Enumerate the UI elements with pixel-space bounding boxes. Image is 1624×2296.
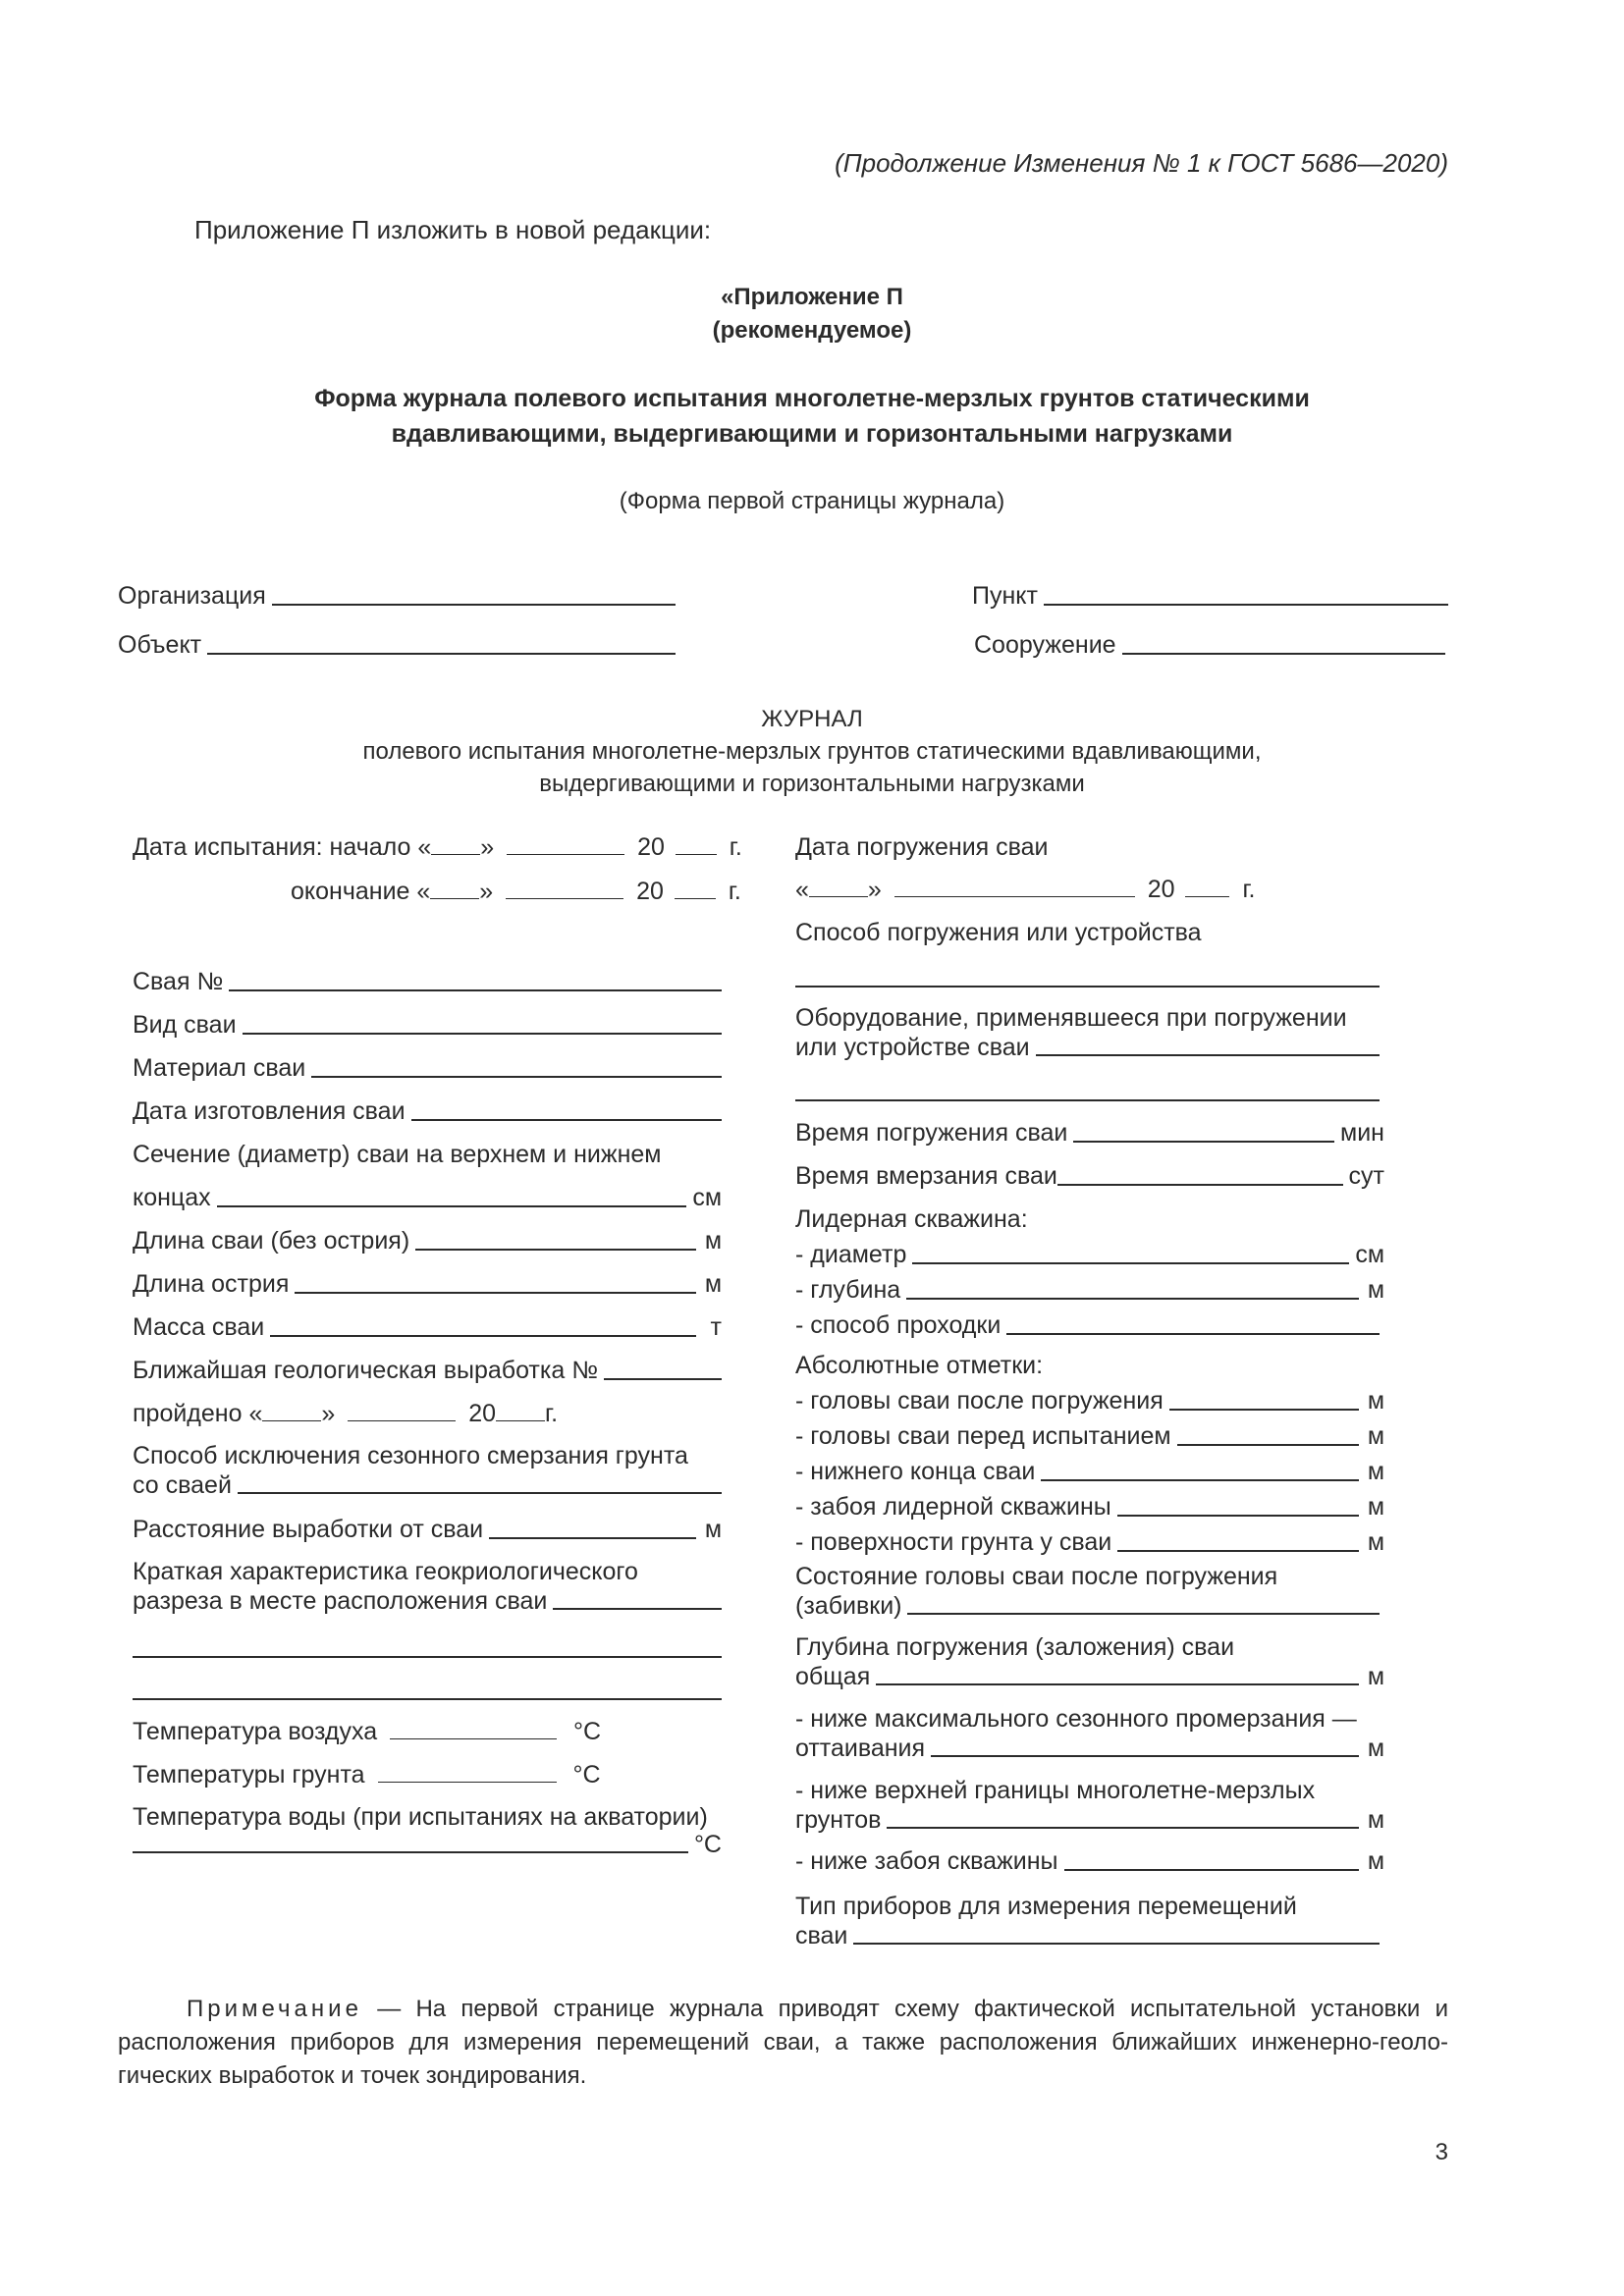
organization-label: Организация xyxy=(118,582,266,610)
below-seasonal-label-line2: оттаивания xyxy=(795,1735,926,1762)
drilling-method-label: - способ проходки xyxy=(795,1311,1001,1339)
equip-extra-line[interactable] xyxy=(795,1099,1380,1101)
passed-year-suffix: г. xyxy=(545,1400,559,1427)
unit-days: сут xyxy=(1348,1162,1384,1190)
organization-line[interactable] xyxy=(272,582,676,606)
year-prefix: 20 xyxy=(637,833,665,861)
leader-hole-label: Лидерная скважина: xyxy=(795,1205,1028,1233)
unit-cm: см xyxy=(1355,1241,1384,1268)
depth-line[interactable] xyxy=(906,1276,1359,1300)
below-hole-field xyxy=(795,1846,1384,1877)
section-line[interactable] xyxy=(217,1184,687,1207)
head-before-label: - головы сваи перед испытанием xyxy=(795,1422,1171,1450)
head-before-field xyxy=(795,1421,1384,1452)
distance-field xyxy=(133,1515,722,1545)
object-field xyxy=(118,630,676,661)
nearest-boring-label: Ближайшая геологическая выработка № xyxy=(133,1357,599,1384)
pile-mass-field xyxy=(133,1312,722,1343)
nearest-boring-field xyxy=(133,1356,722,1386)
year-suffix: г. xyxy=(1242,876,1256,903)
geocryo-extra-line-2[interactable] xyxy=(133,1698,722,1700)
soil-temp-field xyxy=(133,1760,601,1790)
form-page-note: (Форма первой страницы журнала) xyxy=(619,488,1005,514)
equip-label-line2: или устройстве сваи xyxy=(795,1034,1030,1061)
air-temp-field xyxy=(133,1717,601,1747)
year-prefix: 20 xyxy=(1147,876,1175,903)
year-suffix: г. xyxy=(729,833,742,861)
freeze-time-line[interactable] xyxy=(1057,1162,1343,1186)
appendix-subtitle: (рекомендуемое) xyxy=(712,317,912,344)
passed-year-line[interactable] xyxy=(496,1399,545,1421)
unit-m: м xyxy=(1367,1847,1384,1875)
freeze-time-label: Время вмерзания сваи xyxy=(795,1162,1057,1190)
year-prefix: 20 xyxy=(636,878,664,905)
pile-no-line[interactable] xyxy=(229,968,722,991)
nearest-boring-line[interactable] xyxy=(604,1357,722,1380)
structure-field xyxy=(974,630,1445,661)
unit-celsius: °С xyxy=(693,1831,722,1858)
below-perma-field xyxy=(795,1805,1384,1835)
head-state-line[interactable] xyxy=(907,1591,1380,1615)
unit-cm: см xyxy=(692,1184,722,1211)
length-no-tip-line[interactable] xyxy=(415,1227,696,1251)
unit-celsius: °С xyxy=(572,1761,601,1789)
equip-line[interactable] xyxy=(1036,1033,1380,1056)
immersion-day-line[interactable] xyxy=(809,875,868,897)
below-hole-line[interactable] xyxy=(1064,1847,1360,1871)
total-depth-label-line2: общая xyxy=(795,1663,871,1690)
unit-m: м xyxy=(1367,1458,1384,1485)
form-title-line1: Форма журнала полевого испытания многолетне-мерзлых грунтов статическими xyxy=(314,385,1310,412)
head-state-label-line2: (забивки) xyxy=(795,1592,902,1620)
tip-length-label: Длина острия xyxy=(133,1270,290,1298)
quote-close: » xyxy=(867,876,882,903)
test-date-start xyxy=(133,832,742,863)
point-line[interactable] xyxy=(1044,582,1448,606)
test-date-end-label: окончание « xyxy=(291,878,431,905)
immersion-time-field xyxy=(795,1118,1384,1148)
test-date-end xyxy=(291,877,741,907)
diameter-field xyxy=(795,1240,1384,1270)
passed-month-line[interactable] xyxy=(348,1399,456,1421)
head-after-label: - головы сваи после погружения xyxy=(795,1387,1164,1415)
hole-bottom-label: - забоя лидерной скважины xyxy=(795,1493,1111,1521)
test-end-month-line[interactable] xyxy=(506,877,623,899)
immersion-date-label: Дата погружения сваи xyxy=(795,833,1049,861)
below-hole-label: - ниже забоя скважины xyxy=(795,1847,1058,1875)
below-seasonal-field xyxy=(795,1734,1384,1763)
pile-material-line[interactable] xyxy=(311,1054,722,1078)
immersion-date-field xyxy=(795,875,1255,905)
section-field xyxy=(133,1183,722,1213)
drilling-method-field xyxy=(795,1310,1380,1341)
distance-label: Расстояние выработки от сваи xyxy=(133,1516,484,1543)
head-after-line[interactable] xyxy=(1169,1387,1359,1411)
seasonal-line[interactable] xyxy=(238,1470,722,1494)
below-seasonal-label-line1: - ниже максимального сезонного промерзания — xyxy=(795,1705,1357,1733)
tip-length-line[interactable] xyxy=(295,1270,696,1294)
head-state-label-line1: Состояние головы сваи после погружения xyxy=(795,1563,1278,1590)
total-depth-label-line1: Глубина погружения (заложения) сваи xyxy=(795,1633,1235,1661)
method-line[interactable] xyxy=(795,986,1380,988)
journal-line2: выдергивающими и горизонтальными нагрузками xyxy=(539,771,1085,797)
total-depth-field xyxy=(795,1662,1384,1691)
passed-label: пройдено « xyxy=(133,1400,263,1427)
form-title-line2: вдавливающими, выдергивающими и горизонтальными нагрузками xyxy=(391,420,1233,448)
geocryo-extra-line-1[interactable] xyxy=(133,1656,722,1658)
structure-label: Сооружение xyxy=(974,631,1116,659)
length-no-tip-field xyxy=(133,1226,722,1256)
journal-title: ЖУРНАЛ xyxy=(761,706,863,732)
note-label: Примечание xyxy=(187,1996,362,2022)
water-temp-label: Температура воды (при испытаниях на акватории) xyxy=(133,1803,708,1831)
note-paragraph xyxy=(118,1993,1448,2093)
unit-m: м xyxy=(704,1227,722,1255)
pile-manuf-date-label: Дата изготовления сваи xyxy=(133,1097,406,1125)
note-text: — На первой странице журнала приводят схему фактической испытательной установки и расположения приборов для измерения перемещений сваи, а также расположения ближайших инженерно-геоло-гических выработок и точек зондирования. xyxy=(118,1996,1448,2089)
abs-marks-label: Абсолютные отметки: xyxy=(795,1352,1044,1379)
instr-field xyxy=(795,1921,1380,1950)
soil-temp-line[interactable] xyxy=(378,1760,557,1783)
geocryo-field xyxy=(133,1586,722,1616)
method-label: Способ погружения или устройства xyxy=(795,919,1202,946)
instr-line[interactable] xyxy=(853,1921,1380,1945)
water-temp-field xyxy=(133,1830,722,1859)
pile-type-label: Вид сваи xyxy=(133,1011,237,1039)
test-end-year-line[interactable] xyxy=(675,877,716,899)
seasonal-field xyxy=(133,1470,722,1500)
passed-day-line[interactable] xyxy=(262,1399,321,1421)
unit-m: м xyxy=(1367,1663,1384,1690)
instr-label-line1: Тип приборов для измерения перемещений xyxy=(795,1893,1297,1920)
geocryo-label-line1: Краткая характеристика геокриологического xyxy=(133,1558,638,1585)
instr-label-line2: сваи xyxy=(795,1922,848,1949)
head-state-field xyxy=(795,1591,1380,1621)
point-label: Пункт xyxy=(972,582,1038,610)
unit-m: м xyxy=(1367,1806,1384,1834)
object-label: Объект xyxy=(118,631,202,659)
geocryo-line[interactable] xyxy=(553,1586,722,1610)
pile-no-field xyxy=(133,967,722,997)
lower-end-field xyxy=(795,1457,1384,1487)
immersion-year-line[interactable] xyxy=(1185,875,1229,897)
depth-field xyxy=(795,1275,1384,1306)
immersion-month-line[interactable] xyxy=(894,875,1135,897)
seasonal-label-line2: со сваей xyxy=(133,1471,232,1499)
drilling-method-line[interactable] xyxy=(1006,1311,1380,1335)
test-end-day-line[interactable] xyxy=(430,877,479,899)
unit-m: м xyxy=(1367,1276,1384,1304)
test-start-year-line[interactable] xyxy=(676,832,717,855)
unit-m: м xyxy=(1367,1493,1384,1521)
journal-line1: полевого испытания многолетне-мерзлых грунтов статическими вдавливающими, xyxy=(362,738,1262,765)
freeze-time-field xyxy=(795,1161,1384,1192)
unit-m: м xyxy=(1367,1387,1384,1415)
distance-line[interactable] xyxy=(489,1516,696,1539)
pile-manuf-date-line[interactable] xyxy=(411,1097,722,1121)
quote-close: » xyxy=(321,1400,336,1427)
structure-line[interactable] xyxy=(1122,631,1445,655)
head-after-field xyxy=(795,1386,1384,1416)
test-start-day-line[interactable] xyxy=(431,832,480,855)
form-title xyxy=(0,381,1624,452)
unit-t: т xyxy=(710,1313,722,1341)
head-before-line[interactable] xyxy=(1177,1422,1359,1446)
pile-type-line[interactable] xyxy=(243,1011,722,1035)
year-suffix: г. xyxy=(728,878,741,905)
ground-surface-field xyxy=(795,1527,1384,1558)
immersion-time-line[interactable] xyxy=(1073,1119,1334,1143)
air-temp-label: Температура воздуха xyxy=(133,1718,378,1745)
continuation-header: (Продолжение Изменения № 1 к ГОСТ 5686—2020) xyxy=(835,148,1448,178)
unit-m: м xyxy=(704,1516,722,1543)
organization-field xyxy=(118,581,676,612)
pile-mass-line[interactable] xyxy=(270,1313,696,1337)
water-temp-line[interactable] xyxy=(133,1830,688,1853)
unit-min: мин xyxy=(1340,1119,1384,1147)
below-perma-label-line1: - ниже верхней границы многолетне-мерзлых xyxy=(795,1777,1316,1804)
passed-field xyxy=(133,1399,558,1429)
soil-temp-label: Температуры грунта xyxy=(133,1761,365,1789)
below-perma-line[interactable] xyxy=(887,1805,1359,1829)
pile-material-label: Материал сваи xyxy=(133,1054,306,1082)
unit-m: м xyxy=(1367,1422,1384,1450)
length-no-tip-label: Длина сваи (без острия) xyxy=(133,1227,410,1255)
air-temp-line[interactable] xyxy=(390,1717,557,1739)
pile-mass-label: Масса сваи xyxy=(133,1313,265,1341)
object-line[interactable] xyxy=(207,631,676,655)
page-number: 3 xyxy=(1435,2139,1448,2165)
ground-surface-label: - поверхности грунта у сваи xyxy=(795,1528,1112,1556)
depth-label: - глубина xyxy=(795,1276,901,1304)
hole-bottom-line[interactable] xyxy=(1117,1493,1359,1517)
test-start-month-line[interactable] xyxy=(507,832,624,855)
unit-m: м xyxy=(704,1270,722,1298)
point-field xyxy=(972,581,1448,612)
passed-year-prefix: 20 xyxy=(468,1400,496,1427)
pile-no-label: Свая № xyxy=(133,968,224,995)
diameter-line[interactable] xyxy=(912,1241,1349,1264)
quote-close: » xyxy=(480,833,495,861)
unit-celsius: °С xyxy=(573,1718,602,1745)
unit-m: м xyxy=(1367,1735,1384,1762)
appendix-title: «Приложение П xyxy=(721,284,903,310)
section-label-line2: концах xyxy=(133,1184,211,1211)
total-depth-line[interactable] xyxy=(876,1662,1359,1685)
quote-open: « xyxy=(795,876,809,903)
test-date-start-label: Дата испытания: начало « xyxy=(133,833,432,861)
ground-surface-line[interactable] xyxy=(1117,1528,1359,1552)
geocryo-label-line2: разреза в месте расположения сваи xyxy=(133,1587,548,1615)
seasonal-label-line1: Способ исключения сезонного смерзания грунта xyxy=(133,1442,688,1469)
unit-m: м xyxy=(1367,1528,1384,1556)
tip-length-field xyxy=(133,1269,722,1300)
section-label-line1: Сечение (диаметр) сваи на верхнем и нижнем xyxy=(133,1141,662,1168)
equip-label-line1: Оборудование, применявшееся при погружении xyxy=(795,1004,1347,1032)
lower-end-line[interactable] xyxy=(1041,1458,1359,1481)
pile-type-field xyxy=(133,1010,722,1041)
diameter-label: - диаметр xyxy=(795,1241,907,1268)
equip-field xyxy=(795,1033,1380,1062)
pile-material-field xyxy=(133,1053,722,1084)
below-perma-label-line2: грунтов xyxy=(795,1806,882,1834)
quote-close: » xyxy=(479,878,494,905)
below-seasonal-line[interactable] xyxy=(931,1734,1359,1757)
lower-end-label: - нижнего конца сваи xyxy=(795,1458,1036,1485)
pile-manuf-date-field xyxy=(133,1096,722,1127)
journal-heading xyxy=(0,703,1624,800)
intro-line: Приложение П изложить в новой редакции: xyxy=(194,215,712,244)
immersion-time-label: Время погружения сваи xyxy=(795,1119,1068,1147)
hole-bottom-field xyxy=(795,1492,1384,1522)
